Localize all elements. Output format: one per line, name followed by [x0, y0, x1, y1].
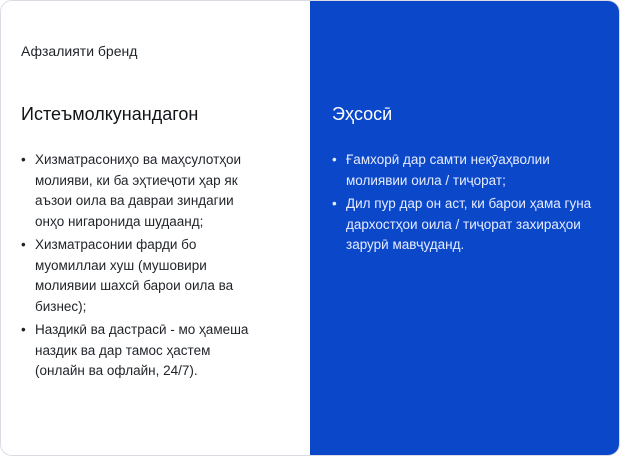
list-item	[21, 320, 261, 382]
emotional-list	[332, 150, 602, 259]
list-item	[21, 235, 261, 317]
list-item	[332, 150, 602, 191]
consumers-list	[21, 150, 261, 385]
list-item-text: Хизматрасониҳо ва маҳсулотҳои молияви, ки ба эҳтиеҷоти ҳар як аъзои оила ва давраи зиндагии онҳо нигаронида шудаанд;	[35, 152, 242, 229]
list-item-text: Наздикӣ ва дастрасӣ - мо ҳамеша наздик ва дар тамос ҳастем (онлайн ва офлайн, 24/7).	[35, 322, 249, 378]
bullet-icon: •	[332, 196, 337, 211]
consumers-column	[1, 1, 310, 455]
bullet-icon: •	[21, 322, 26, 337]
bullet-icon: •	[21, 237, 26, 252]
bullet-icon: •	[332, 152, 337, 167]
consumers-heading: Истеъмолкунандагон	[21, 104, 199, 124]
section-label: Афзалияти бренд	[21, 43, 138, 59]
emotional-column	[310, 1, 619, 455]
list-item-text: Хизматрасонии фарди бо муомиллаи хуш (мушовири молиявии шахсӣ барои оила ва бизнес);	[35, 237, 234, 314]
list-item-text: Ғамхорӣ дар самти некӯаҳволии молиявии оила / тиҷорат;	[346, 152, 550, 188]
list-item	[21, 150, 261, 232]
bullet-icon: •	[21, 152, 26, 167]
list-item	[332, 194, 602, 256]
emotional-heading: Эҳсосӣ	[332, 104, 393, 124]
list-item-text: Дил пур дар он аст, ки барои ҳама гуна дархостҳои оила / тиҷорат захираҳои зарурӣ мавҷуданд.	[346, 196, 592, 252]
